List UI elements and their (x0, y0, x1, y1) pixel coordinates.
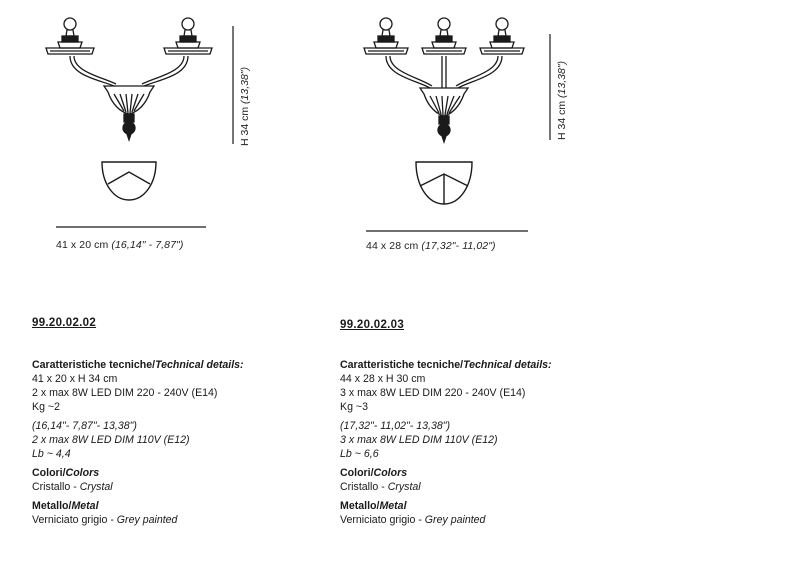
dimensions-cm: 44 x 28 x H 30 cm (340, 373, 426, 385)
height-label: H 34 cm (13,38") (239, 66, 251, 146)
product-code: 99.20.02.02 (32, 317, 97, 329)
product-code: 99.20.02.03 (340, 319, 405, 331)
weight-kg: Kg ~3 (340, 401, 368, 413)
bulbs-us: 2 x max 8W LED DIM 110V (E12) (32, 434, 190, 446)
product-specs (32, 358, 244, 527)
bulbs-us: 3 x max 8W LED DIM 110V (E12) (340, 434, 498, 446)
product-specs (340, 358, 552, 527)
weight-lb: Lb ~ 4,4 (32, 448, 71, 460)
width-dimension-line (56, 226, 206, 228)
colors-value: Cristallo - Crystal (32, 481, 113, 493)
metal-value: Verniciato grigio - Grey painted (32, 514, 178, 526)
bulbs-eu: 3 x max 8W LED DIM 220 - 240V (E14) (340, 387, 526, 399)
metal-heading: Metallo/Metal (32, 500, 99, 512)
height-label: H 34 cm (13,38") (556, 60, 568, 140)
lamp-2-arms-drawing (40, 14, 230, 144)
height-dimension-line (549, 34, 551, 142)
dimensions-inches: (17,32"- 11,02"- 13,38") (340, 420, 451, 432)
colors-heading: Colori/Colors (340, 467, 408, 479)
colors-value: Cristallo - Crystal (340, 481, 421, 493)
weight-lb: Lb ~ 6,6 (340, 448, 379, 460)
colors-heading: Colori/Colors (32, 467, 100, 479)
metal-value: Verniciato grigio - Grey painted (340, 514, 486, 526)
technical-details-heading: Caratteristiche tecniche/Technical details: (32, 359, 244, 371)
metal-heading: Metallo/Metal (340, 500, 407, 512)
footprint-label: 44 x 28 cm (17,32"- 11,02") (366, 240, 496, 252)
technical-details-heading: Caratteristiche tecniche/Technical details: (340, 359, 552, 371)
lamp-3-arms-drawing (362, 14, 548, 144)
wall-plate-top-view (414, 158, 474, 208)
dimensions-inches: (16,14"- 7,87"- 13,38") (32, 420, 137, 432)
wall-plate-top-view (100, 158, 158, 204)
width-dimension-line (366, 230, 528, 232)
bulbs-eu: 2 x max 8W LED DIM 220 - 240V (E14) (32, 387, 218, 399)
dimensions-cm: 41 x 20 x H 34 cm (32, 373, 118, 385)
footprint-label: 41 x 20 cm (16,14" - 7,87") (56, 239, 184, 251)
height-dimension-line (232, 26, 234, 146)
weight-kg: Kg ~2 (32, 401, 60, 413)
